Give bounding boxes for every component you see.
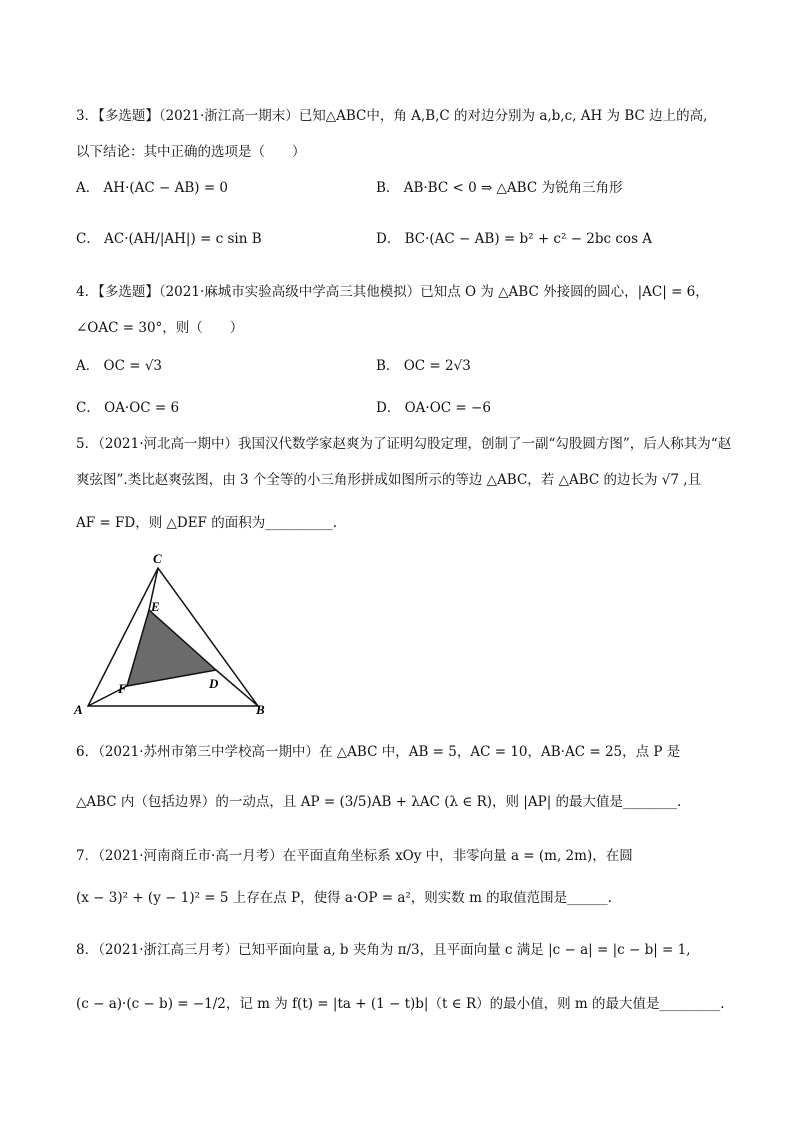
q5-stem-line1: 5．（2021·河北高一期中）我国汉代数学家赵爽为了证明勾股定理，创制了一副“勾股圆方图”，后人称其为“赵 [76,436,732,452]
q3-option-b: B． AB·BC < 0 ⇒ △ABC 为锐角三角形 [376,180,623,196]
shaded-triangle-def [127,610,216,686]
q6-stem-line2: △ABC 内（包括边界）的一动点，且 AP = (3/5)AB + λAC (λ ∈ R)，则 |AP| 的最大值是________. [76,794,682,810]
q4-option-c: C． OA·OC = 6 [76,400,180,416]
q4-stem-line2: ∠OAC = 30°，则（ ） [76,320,244,336]
label-a: A [74,702,83,717]
q4-option-d: D． OA·OC = −6 [376,400,491,416]
q3-stem-line1: 3．【多选题】（2021·浙江高一期末）已知△ABC中，角 A,B,C 的对边分别为 a,b,c, AH 为 BC 边上的高, [76,108,708,124]
label-f: F [118,681,127,696]
q8-stem-line2: (c − a)·(c − b) = −1/2，记 m 为 f(t) = |ta + (1 − t)b|（t ∈ R）的最小值，则 m 的最大值是_________. [76,996,725,1012]
q5-stem-line3: AF = FD，则 △DEF 的面积为__________. [76,515,338,531]
q3-stem-line2: 以下结论：其中正确的选项是（ ） [76,144,306,160]
q4-stem-line1: 4．【多选题】（2021·麻城市实验高级中学高三其他模拟）已知点 O 为 △ABC 外接圆的圆心，|AC| = 6， [76,284,709,300]
label-e: E [151,599,160,614]
zhao-shuang-triangle-figure [70,548,280,718]
q5-stem-line2: 爽弦图”.类比赵爽弦图，由 3 个全等的小三角形拼成如图所示的等边 △ABC，若 △ABC 的边长为 √7 ,且 [76,472,702,488]
q8-stem-line1: 8．（2021·浙江高三月考）已知平面向量 a, b 夹角为 π/3，且平面向量 c 满足 |c − a| = |c − b| = 1, [76,942,691,958]
q7-stem-line1: 7．（2021·河南商丘市·高一月考）在平面直角坐标系 xOy 中，非零向量 a = (m, 2m)，在圆 [76,848,633,864]
q4-option-a: A． OC = √3 [76,358,163,374]
q3-option-d: D． BC·(AC − AB) = b² + c² − 2bc cos A [376,231,653,247]
q3-option-c: C． AC·(AH/|AH|) = c sin B [76,231,262,247]
q6-stem-line1: 6．（2021·苏州市第三中学校高一期中）在 △ABC 中，AB = 5，AC = 10，AB·AC = 25，点 P 是 [76,744,681,760]
label-c: C [153,551,162,566]
q4-option-b: B． OC = 2√3 [376,358,471,374]
label-b: B [256,702,265,717]
q7-stem-line2: (x − 3)² + (y − 1)² = 5 上存在点 P，使得 a·OP = a²，则实数 m 的取值范围是______. [76,890,612,906]
segment-bd [216,670,258,706]
q3-option-a: A． AH·(AC − AB) = 0 [76,180,229,196]
label-d: D [209,676,219,691]
